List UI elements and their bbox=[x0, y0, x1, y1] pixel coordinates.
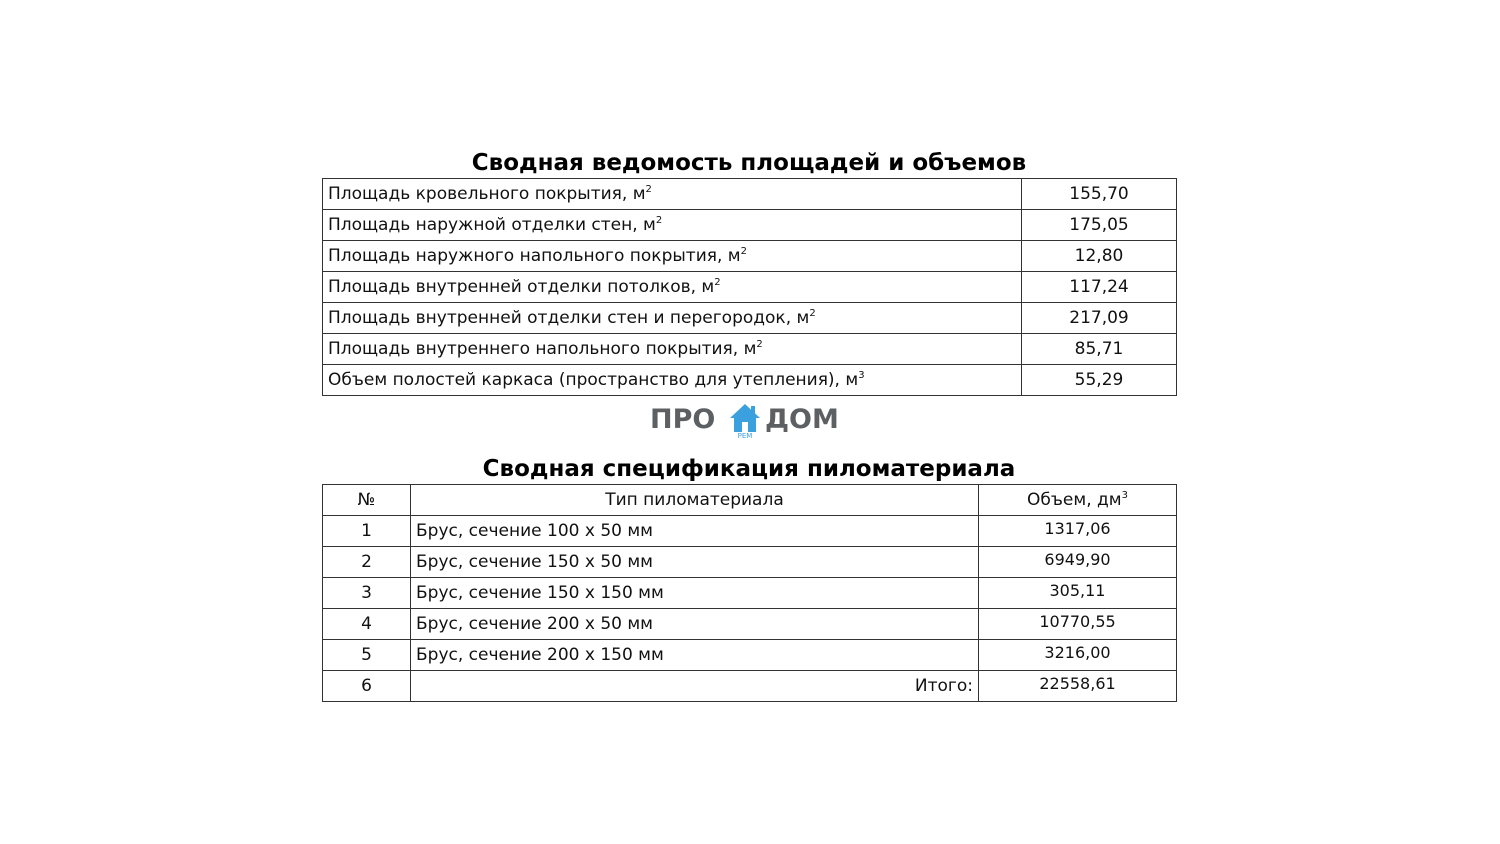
table-row bbox=[323, 365, 1177, 396]
row-number: 4 bbox=[323, 609, 411, 640]
area-label: Площадь внутренней отделки потолков, $м^2$ bbox=[323, 272, 1022, 303]
area-label: Площадь внутренней отделки стен и перегородок, $м^2$ bbox=[323, 303, 1022, 334]
lumber-type: Брус, сечение 200 х 50 мм bbox=[411, 609, 979, 640]
area-value: 55,29 bbox=[1022, 365, 1177, 396]
area-label: Площадь наружной отделки стен, $м^2$ bbox=[323, 210, 1022, 241]
total-volume: 22558,61 bbox=[979, 671, 1177, 702]
table-header-row bbox=[323, 485, 1177, 516]
lumber-type: Брус, сечение 150 х 150 мм bbox=[411, 578, 979, 609]
area-label: Площадь наружного напольного покрытия, $м^2$ bbox=[323, 241, 1022, 272]
area-label: Площадь кровельного покрытия, $м^2$ bbox=[323, 179, 1022, 210]
area-label: Объем полостей каркаса (пространство для утепления), $м^3$ bbox=[323, 365, 1022, 396]
table-row bbox=[323, 609, 1177, 640]
area-value: 117,24 bbox=[1022, 272, 1177, 303]
lumber-type: Брус, сечение 100 х 50 мм bbox=[411, 516, 979, 547]
table-row bbox=[323, 547, 1177, 578]
logo-text-right: ДОМ bbox=[765, 404, 839, 435]
logo-text-left: ПРО bbox=[650, 404, 716, 435]
table-row bbox=[323, 272, 1177, 303]
lumber-volume: 6949,90 bbox=[979, 547, 1177, 578]
lumber-volume: 3216,00 bbox=[979, 640, 1177, 671]
table-row bbox=[323, 303, 1177, 334]
row-number: 6 bbox=[323, 671, 411, 702]
lumber-type: Брус, сечение 200 х 150 мм bbox=[411, 640, 979, 671]
table-row bbox=[323, 179, 1177, 210]
total-label: Итого: bbox=[411, 671, 979, 702]
logo-subtext: РЕМ bbox=[737, 432, 753, 440]
table-row bbox=[323, 516, 1177, 547]
area-value: 12,80 bbox=[1022, 241, 1177, 272]
table-row bbox=[323, 578, 1177, 609]
table-row bbox=[323, 640, 1177, 671]
total-row bbox=[323, 671, 1177, 702]
column-header-type: Тип пиломатериала bbox=[411, 485, 979, 516]
area-value: 85,71 bbox=[1022, 334, 1177, 365]
lumber-volume: 305,11 bbox=[979, 578, 1177, 609]
table-row bbox=[323, 241, 1177, 272]
table-row bbox=[323, 210, 1177, 241]
row-number: 2 bbox=[323, 547, 411, 578]
column-header-num: № bbox=[323, 485, 411, 516]
prodom-logo bbox=[650, 402, 850, 442]
area-label: Площадь внутреннего напольного покрытия, $м^2$ bbox=[323, 334, 1022, 365]
area-value: 155,70 bbox=[1022, 179, 1177, 210]
row-number: 5 bbox=[323, 640, 411, 671]
area-summary-title: Сводная ведомость площадей и объемов bbox=[471, 150, 1027, 176]
table-row bbox=[323, 334, 1177, 365]
row-number: 3 bbox=[323, 578, 411, 609]
area-summary-table bbox=[322, 178, 1177, 396]
lumber-spec-title: Сводная спецификация пиломатериала bbox=[482, 456, 1016, 482]
area-value: 217,09 bbox=[1022, 303, 1177, 334]
area-value: 175,05 bbox=[1022, 210, 1177, 241]
lumber-spec-table bbox=[322, 484, 1177, 702]
column-header-volume: Объем, $дм^3$ bbox=[979, 485, 1177, 516]
lumber-volume: 10770,55 bbox=[979, 609, 1177, 640]
lumber-volume: 1317,06 bbox=[979, 516, 1177, 547]
lumber-type: Брус, сечение 150 х 50 мм bbox=[411, 547, 979, 578]
row-number: 1 bbox=[323, 516, 411, 547]
